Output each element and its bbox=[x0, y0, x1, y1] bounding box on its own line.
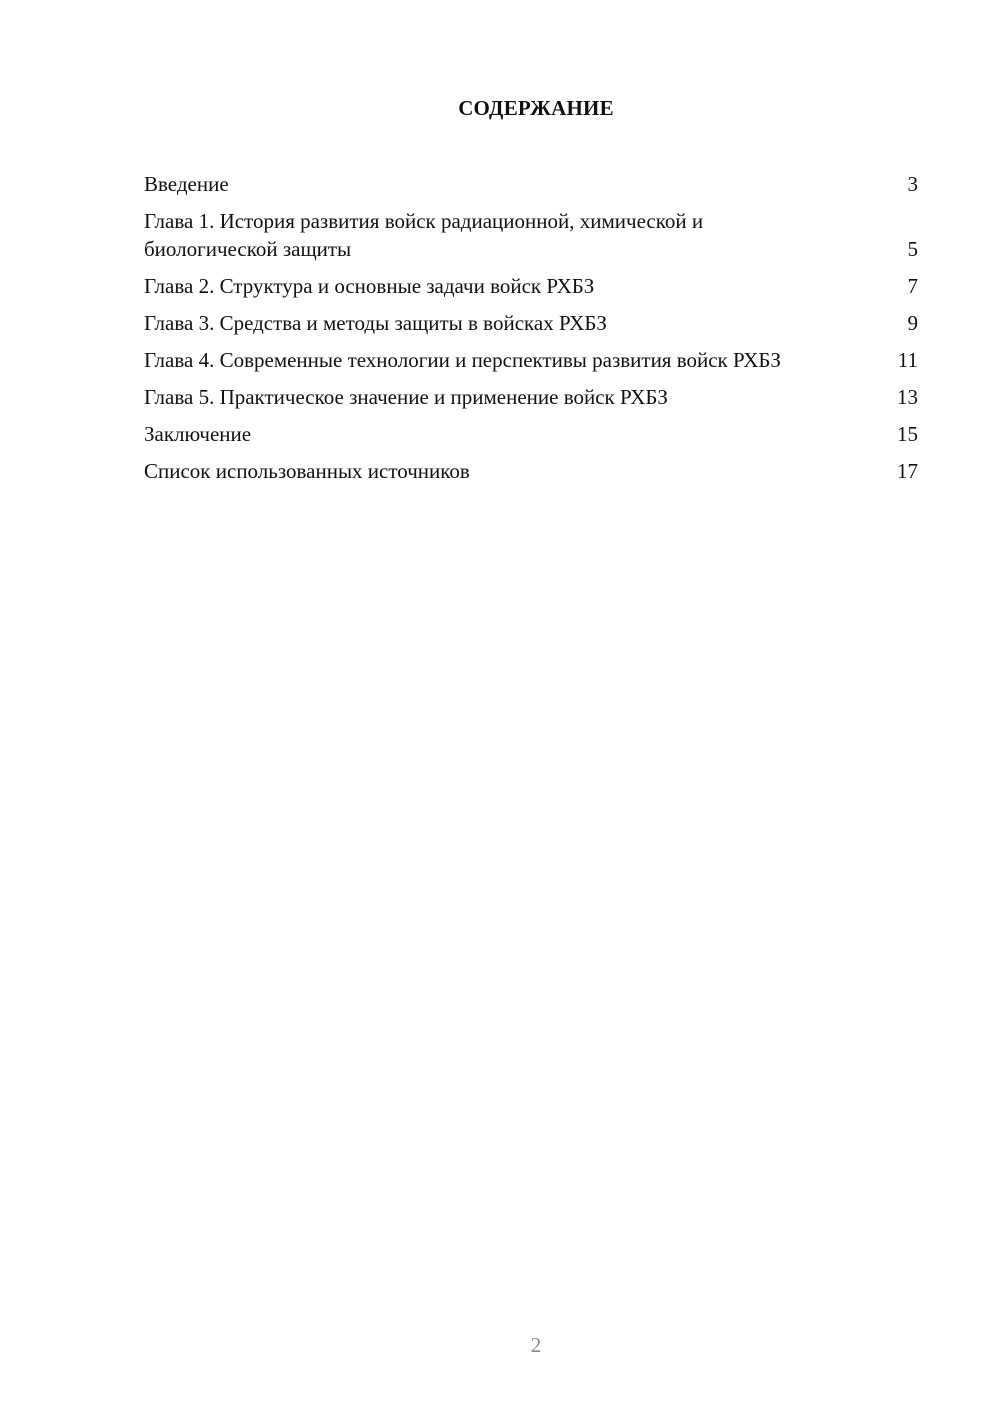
toc-entry-text: Заключение bbox=[144, 422, 252, 446]
toc-entry-text: Глава 2. Структура и основные задачи войск РХБЗ bbox=[144, 274, 595, 298]
toc-entry-text: Глава 4. Современные технологии и перспективы развития войск РХБЗ bbox=[144, 348, 781, 372]
toc-entry-page: 15 bbox=[897, 422, 918, 446]
toc-entry-chapter-4[interactable] bbox=[144, 346, 918, 374]
toc-entry-text: Введение bbox=[144, 172, 229, 196]
toc-entry-text: Глава 1. История развития войск радиационной, химической и биологической защиты bbox=[144, 209, 704, 261]
toc-entry-text: Список использованных источников bbox=[144, 459, 470, 483]
toc-entry-conclusion[interactable] bbox=[144, 420, 918, 448]
toc-entry-text: Глава 5. Практическое значение и применение войск РХБЗ bbox=[144, 385, 668, 409]
toc-entry-page: 13 bbox=[897, 385, 918, 409]
toc-entry-chapter-2[interactable] bbox=[144, 272, 918, 300]
toc-entry-page: 3 bbox=[907, 172, 918, 196]
page-number: 2 bbox=[530, 1333, 542, 1357]
toc-entry-chapter-3[interactable] bbox=[144, 309, 918, 337]
toc-entry-text: Глава 3. Средства и методы защиты в войсках РХБЗ bbox=[144, 311, 607, 335]
table-of-contents bbox=[144, 170, 918, 494]
toc-entry-page: 17 bbox=[897, 459, 918, 483]
toc-entry-page: 11 bbox=[897, 348, 918, 372]
toc-entry-chapter-5[interactable] bbox=[144, 383, 918, 411]
toc-entry-page: 5 bbox=[907, 237, 918, 261]
toc-entry-page: 7 bbox=[907, 274, 918, 298]
page-title: СОДЕРЖАНИЕ bbox=[458, 96, 614, 120]
toc-entry-page: 9 bbox=[907, 311, 918, 335]
toc-entry-sources[interactable] bbox=[144, 457, 918, 485]
toc-entry-introduction[interactable] bbox=[144, 170, 918, 198]
toc-entry-chapter-1[interactable] bbox=[144, 207, 918, 263]
